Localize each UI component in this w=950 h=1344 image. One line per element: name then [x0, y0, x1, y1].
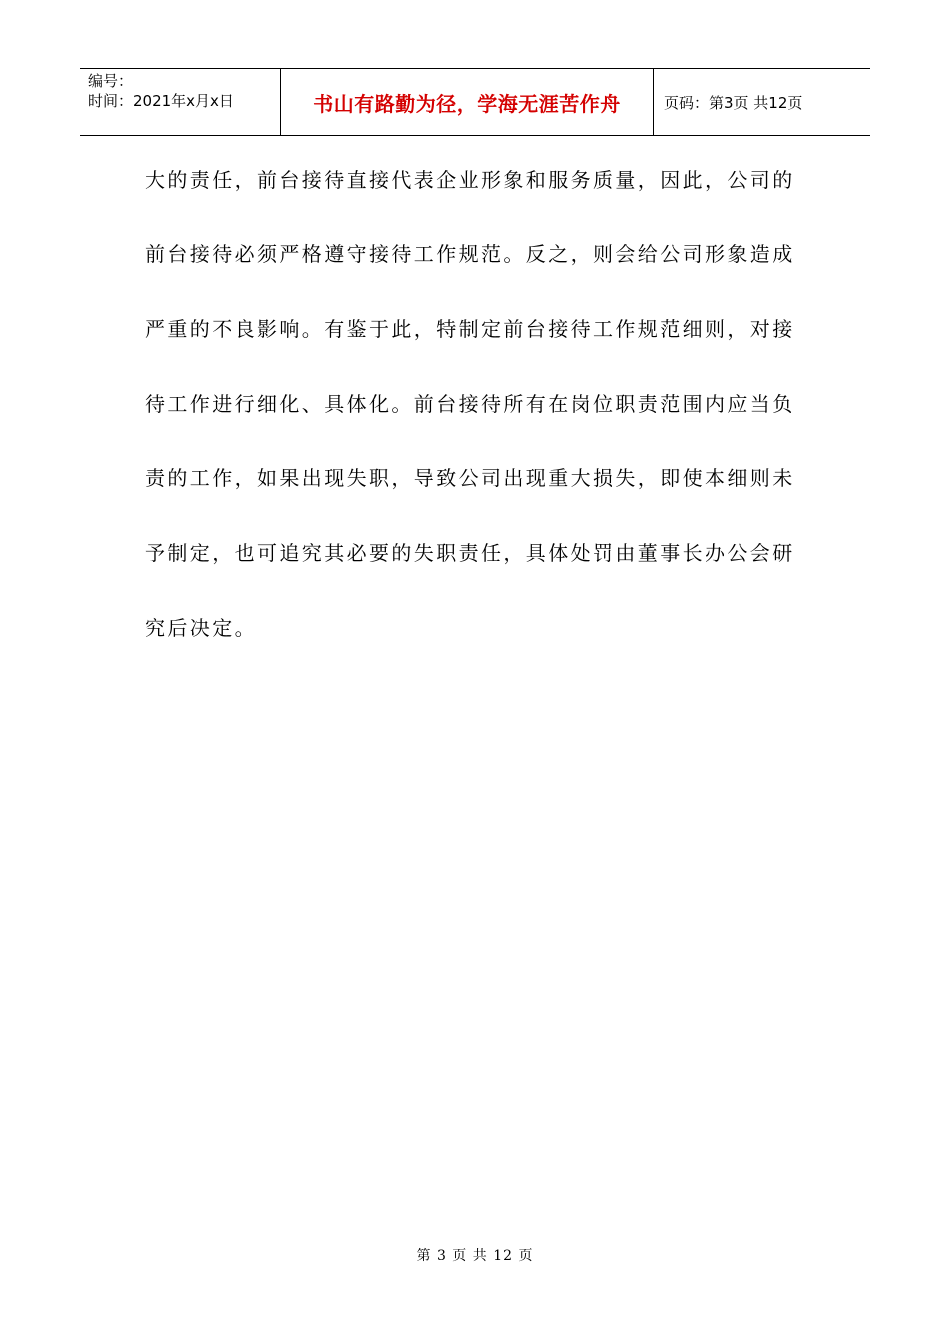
header-page-info: 页码：第3页 共12页: [664, 94, 803, 112]
paragraph-line: 大的责任，前台接待直接代表企业形象和服务质量，因此，公司的: [145, 168, 795, 192]
document-date-label: 时间：2021年x月x日: [88, 92, 234, 110]
header-motto: 书山有路勤为径，学海无涯苦作舟: [313, 92, 621, 116]
paragraph-line: 予制定，也可追究其必要的失职责任，具体处罚由董事长办公会研: [145, 541, 795, 565]
paragraph-line: 严重的不良影响。有鉴于此，特制定前台接待工作规范细则，对接: [145, 317, 795, 341]
page-footer: 第 3 页 共 12 页: [416, 1248, 534, 1264]
header-motto-cell: [281, 69, 654, 135]
paragraph-line: 待工作进行细化、具体化。前台接待所有在岗位职责范围内应当负: [145, 392, 795, 416]
document-number-label: 编号：: [88, 72, 134, 90]
paragraph-line: 究后决定。: [145, 616, 257, 640]
paragraph-line: 责的工作，如果出现失职，导致公司出现重大损失，即使本细则未: [145, 466, 795, 490]
page-header: [80, 68, 870, 136]
header-meta: [80, 69, 281, 135]
paragraph-line: 前台接待必须严格遵守接待工作规范。反之，则会给公司形象造成: [145, 242, 795, 266]
header-page-cell: [654, 69, 870, 135]
